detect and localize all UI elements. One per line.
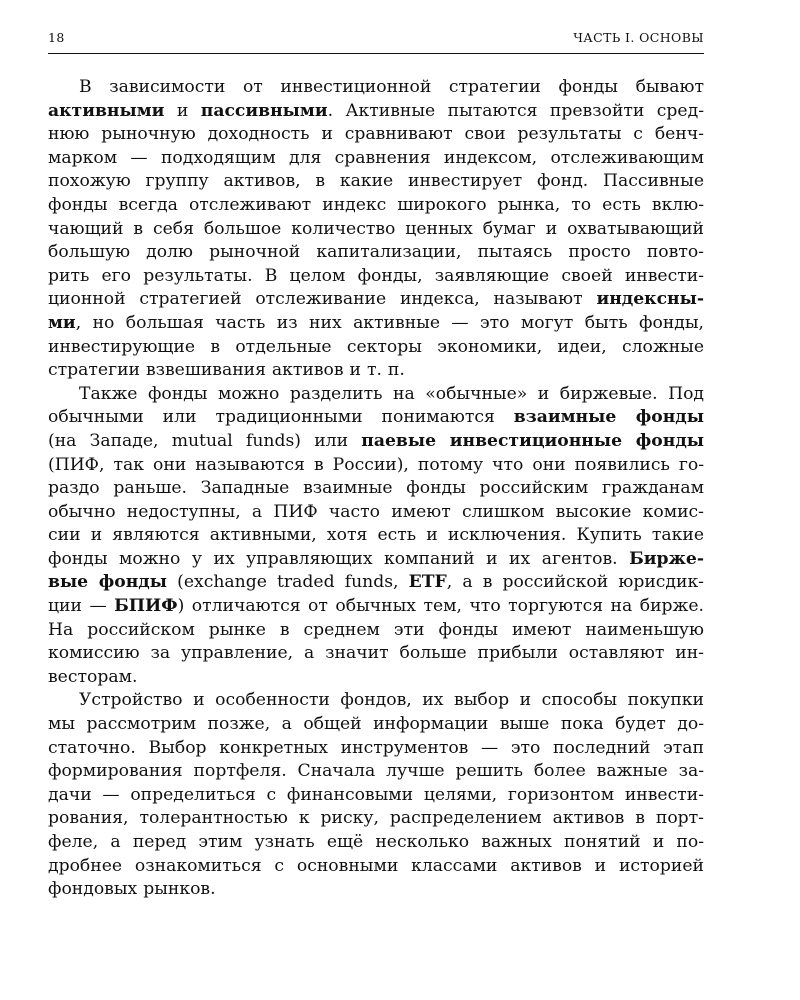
bold-term: взаимные фонды — [513, 407, 704, 428]
bold-term: БПИФ — [114, 596, 178, 617]
book-page — [48, 30, 704, 902]
text-line — [48, 265, 704, 289]
text-run: нюю рыночную доходность и сравнивают свои результаты с бенч- — [48, 124, 704, 145]
text-run: рить его результаты. В целом фонды, заявляющие своей инвести- — [48, 265, 704, 286]
paragraph — [48, 689, 704, 901]
text-run: фонды можно у их управляющих компаний и их агентов. — [48, 548, 630, 569]
text-line — [48, 430, 704, 454]
text-run: обычными или традиционными понимаются — [48, 407, 514, 428]
text-line — [48, 595, 704, 619]
text-line — [48, 642, 704, 666]
text-line — [48, 619, 704, 643]
page-number: 18 — [48, 30, 65, 45]
text-run: сии и являются активными, хотя есть и исключения. Купить такие — [48, 525, 704, 546]
text-run: формирования портфеля. Сначала лучше решить более важные за- — [48, 761, 704, 782]
bold-term: вые фонды — [48, 572, 167, 593]
chapter-title: ЧАСТЬ I. ОСНОВЫ — [573, 30, 704, 45]
text-line — [48, 406, 704, 430]
text-line — [48, 784, 704, 808]
text-line — [48, 713, 704, 737]
text-line — [48, 76, 704, 100]
text-line — [48, 147, 704, 171]
bold-term: ми — [48, 312, 76, 333]
text-run: раздо раньше. Западные взаимные фонды российским гражданам — [48, 478, 704, 499]
bold-term: индексны- — [596, 289, 704, 310]
text-line — [48, 312, 704, 336]
text-run: ционной стратегией отслеживание индекса, называют — [48, 289, 597, 310]
text-run: марком — подходящим для сравнения индексом, отслеживающим — [48, 147, 704, 168]
text-run: Устройство и особенности фондов, их выбор и способы покупки — [79, 690, 704, 711]
bold-term: активными — [48, 100, 165, 121]
text-line — [48, 878, 704, 902]
text-run: феле, а перед этим узнать ещё несколько важных понятий и по- — [48, 832, 704, 852]
text-line — [48, 288, 704, 312]
paragraph — [48, 76, 704, 383]
text-run: (exchange traded funds, — [167, 572, 409, 593]
text-run: комиссию за управление, а значит больше прибыли оставляют ин- — [48, 643, 704, 664]
text-line — [48, 548, 704, 572]
text-line — [48, 336, 704, 360]
text-run: В зависимости от инвестиционной стратегии фонды бывают — [79, 77, 704, 97]
text-run: похожую группу активов, в какие инвестирует фонд. Пассивные — [48, 171, 704, 192]
text-run: статочно. Выбор конкретных инструментов — это последний этап — [48, 737, 704, 758]
bold-term: пассивными — [200, 100, 328, 121]
text-run: инвестирующие в отдельные секторы экономики, идеи, сложные — [48, 336, 704, 357]
text-run: фонды всегда отслеживают индекс широкого рынка, то есть вклю- — [48, 194, 704, 215]
text-line — [48, 501, 704, 525]
text-line — [48, 477, 704, 501]
text-run: обычно недоступны, а ПИФ часто имеют слишком высокие комис- — [48, 501, 704, 522]
text-run: дачи — определиться с финансовыми целями, горизонтом инвести- — [48, 784, 704, 805]
text-run: На российском рынке в среднем эти фонды имеют наименьшую — [48, 619, 704, 640]
text-run: дробнее ознакомиться с основными классами активов и историей — [48, 855, 704, 876]
text-line — [48, 194, 704, 218]
text-line — [48, 855, 704, 879]
paragraph — [48, 383, 704, 690]
text-run: ) отличаются от обычных тем, что торгуются на бирже. — [177, 596, 704, 617]
text-line — [48, 454, 704, 478]
bold-term: Бирже- — [629, 548, 704, 569]
text-line — [48, 760, 704, 784]
text-run: большую долю рыночной капитализации, пытаясь просто повто- — [48, 242, 704, 263]
text-run: (ПИФ, так они называются в России), потому что они появились го- — [48, 454, 704, 475]
text-line — [48, 571, 704, 595]
text-line — [48, 737, 704, 761]
text-line — [48, 689, 704, 713]
text-line — [48, 170, 704, 194]
text-line — [48, 359, 704, 383]
text-run: . Активные пытаются превзойти сред- — [327, 100, 704, 121]
text-line — [48, 831, 704, 855]
bold-term: ETF — [408, 572, 447, 593]
text-run: стратегии взвешивания активов и т. п. — [48, 360, 405, 381]
text-run: , а в российской юрисдик- — [446, 572, 704, 593]
text-line — [48, 218, 704, 242]
text-line — [48, 807, 704, 831]
text-run: мы рассмотрим позже, а общей информации выше пока будет до- — [48, 714, 704, 735]
text-line — [48, 123, 704, 147]
text-line — [48, 241, 704, 265]
text-line — [48, 666, 704, 690]
text-run: фондовых рынков. — [48, 879, 216, 900]
text-line — [48, 100, 704, 124]
body-text — [48, 76, 704, 902]
bold-term: паевые инвестиционные фонды — [361, 430, 705, 451]
text-run: весторам. — [48, 666, 138, 687]
text-run: и — [164, 100, 201, 121]
text-run: ции — — [48, 596, 115, 617]
text-run: чающий в себя большое количество ценных бумаг и охватывающий — [48, 218, 704, 239]
text-run: рования, толерантностью к риску, распределением активов в порт- — [48, 808, 704, 829]
text-run: Также фонды можно разделить на «обычные» и биржевые. Под — [79, 383, 704, 404]
text-line — [48, 383, 704, 407]
running-head — [48, 30, 704, 54]
text-run: , но большая часть из них активные — это могут быть фонды, — [75, 312, 704, 333]
text-line — [48, 524, 704, 548]
text-run: (на Западе, mutual funds) или — [48, 430, 362, 451]
